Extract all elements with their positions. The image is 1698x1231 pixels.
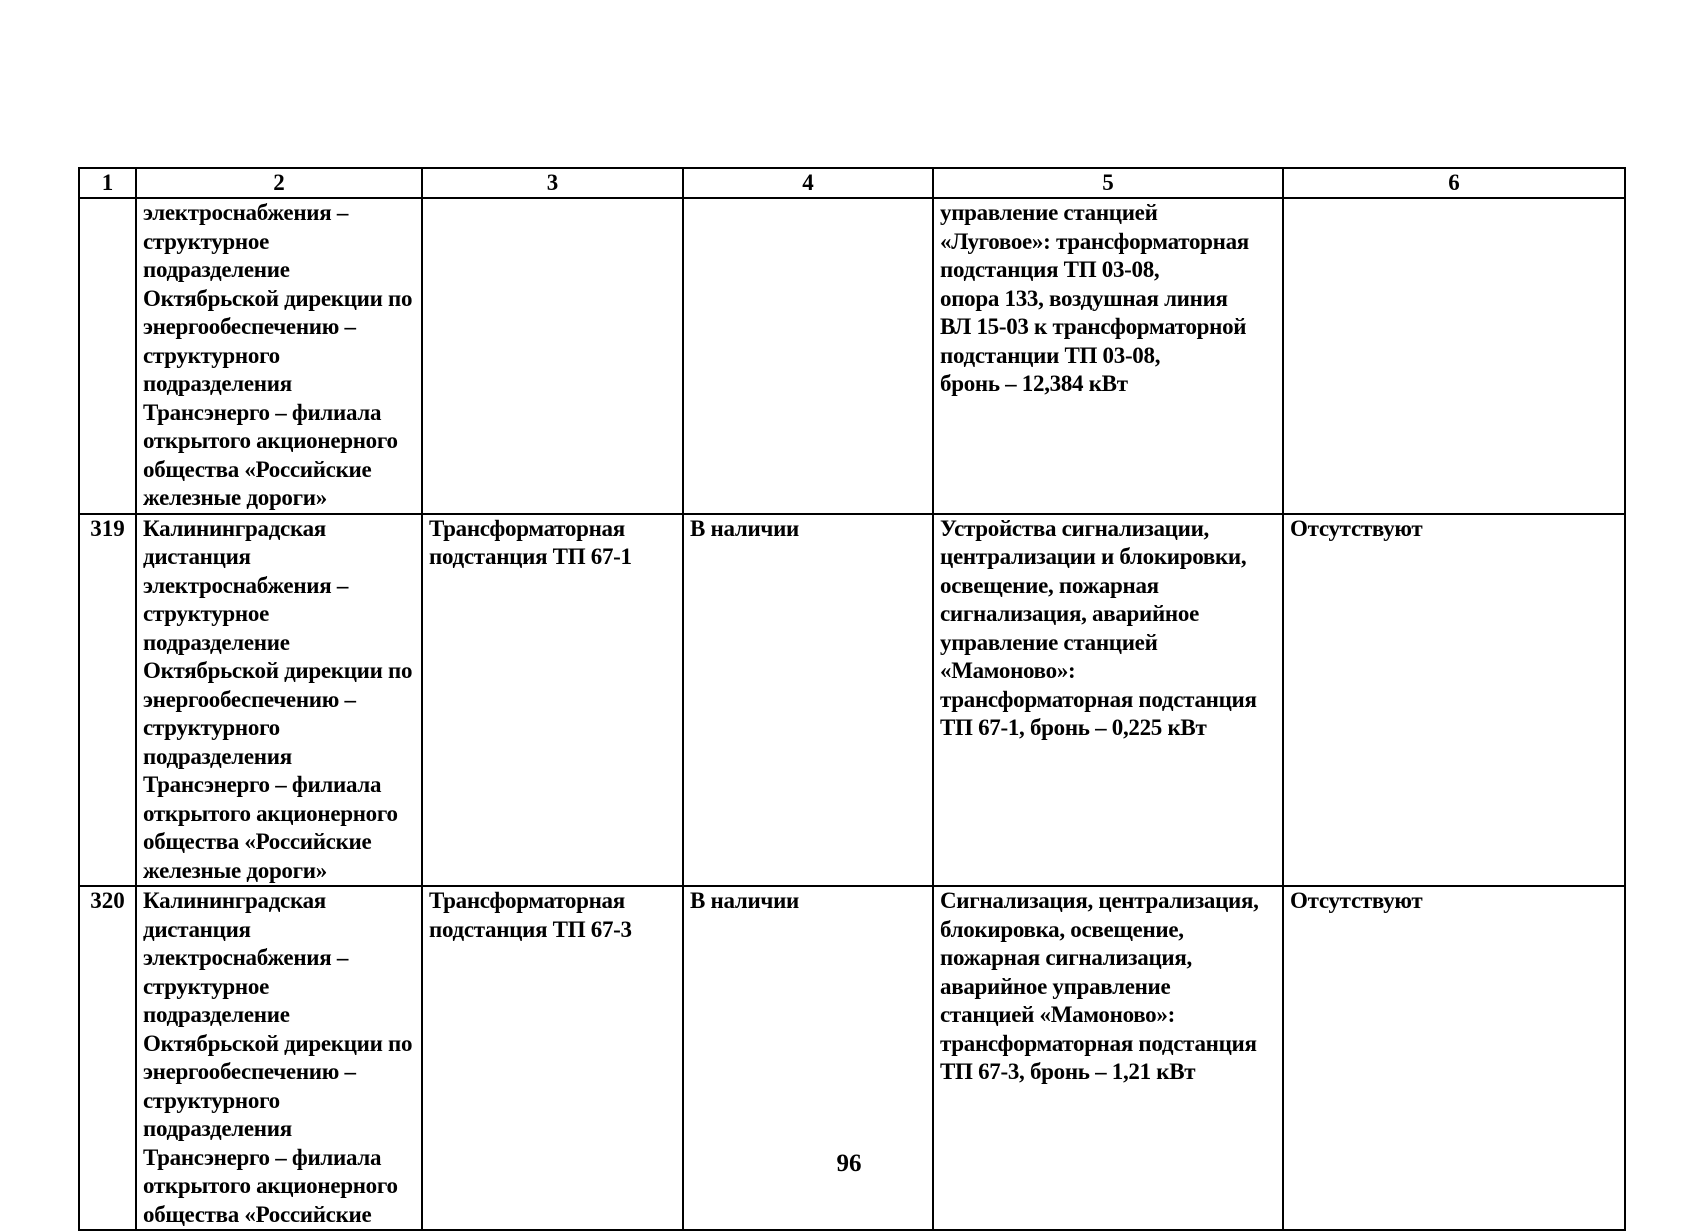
row-number-cell: 320	[79, 886, 136, 1230]
object-cell: Трансформаторная подстанция ТП 67-3	[422, 886, 683, 1230]
column-header-2: 2	[136, 168, 422, 198]
column-header-4: 4	[683, 168, 933, 198]
page-number: 96	[836, 1150, 862, 1177]
column-header-6: 6	[1283, 168, 1625, 198]
notes-cell: Отсутствуют	[1283, 886, 1625, 1230]
organization-cell: Калининградская дистанция электроснабжения – структурное подразделение Октябрьской дирекции по энергообеспечению – структурного подразделения Трансэнерго – филиала открытого акционерного общества «Российские	[136, 886, 422, 1230]
description-cell: Устройства сигнализации, централизации и блокировки, освещение, пожарная сигнализация, аварийное управление станцией «Мамоново»: трансформаторная подстанция ТП 67-1, бронь – 0,225 кВт	[933, 514, 1283, 887]
organization-cell: электроснабжения – структурное подразделение Октябрьской дирекции по энергообеспечению – структурного подразделения Трансэнерго – филиала открытого акционерного общества «Российские железные дороги»	[136, 198, 422, 514]
table-row	[79, 886, 1625, 1230]
notes-cell	[1283, 198, 1625, 514]
object-cell	[422, 198, 683, 514]
column-header-1: 1	[79, 168, 136, 198]
availability-cell: В наличии	[683, 514, 933, 887]
availability-cell: В наличии	[683, 886, 933, 1230]
notes-cell: Отсутствуют	[1283, 514, 1625, 887]
row-number-cell	[79, 198, 136, 514]
table-header-row	[79, 168, 1625, 198]
data-table	[78, 167, 1626, 1231]
column-header-5: 5	[933, 168, 1283, 198]
availability-cell	[683, 198, 933, 514]
description-cell: Сигнализация, централизация, блокировка, освещение, пожарная сигнализация, аварийное управление станцией «Мамоново»: трансформаторная подстанция ТП 67-3, бронь – 1,21 кВт	[933, 886, 1283, 1230]
table-row	[79, 514, 1625, 887]
table-row	[79, 198, 1625, 514]
description-cell: управление станцией «Луговое»: трансформаторная подстанция ТП 03-08, опора 133, воздушная линия ВЛ 15-03 к трансформаторной подстанции ТП 03-08, бронь – 12,384 кВт	[933, 198, 1283, 514]
column-header-3: 3	[422, 168, 683, 198]
row-number-cell: 319	[79, 514, 136, 887]
organization-cell: Калининградская дистанция электроснабжения – структурное подразделение Октябрьской дирекции по энергообеспечению – структурного подразделения Трансэнерго – филиала открытого акционерного общества «Российские железные дороги»	[136, 514, 422, 887]
object-cell: Трансформаторная подстанция ТП 67-1	[422, 514, 683, 887]
